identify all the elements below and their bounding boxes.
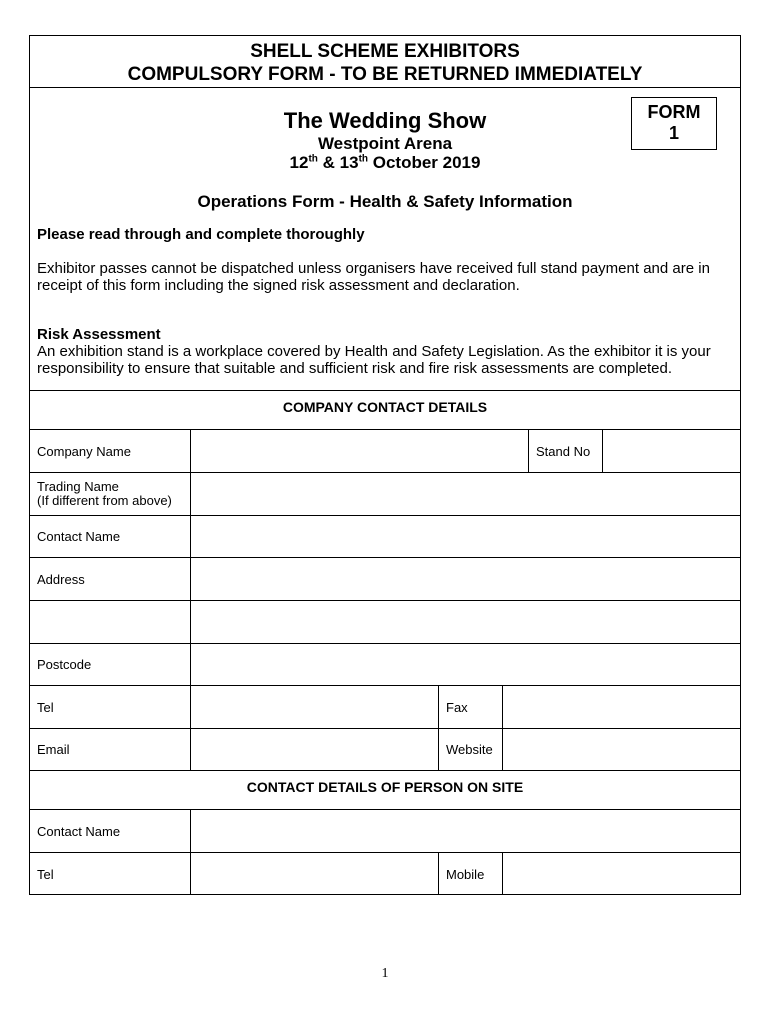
event-day-1: 12 — [289, 153, 309, 172]
email-website-row — [30, 728, 740, 770]
contact-name-row — [30, 515, 740, 557]
stand-no-label: Stand No — [528, 430, 602, 472]
address-label-blank — [30, 601, 190, 643]
fax-field[interactable] — [502, 686, 740, 728]
postcode-field[interactable] — [190, 644, 740, 685]
company-name-row — [30, 429, 740, 472]
site-tel-mobile-row — [30, 852, 740, 895]
trading-name-label — [30, 473, 190, 515]
event-date-amp: & — [317, 153, 340, 172]
company-name-field[interactable] — [190, 430, 528, 472]
trading-name-label-2: (If different from above) — [37, 493, 172, 508]
trading-name-field[interactable] — [190, 473, 740, 515]
page-number: 1 — [381, 966, 389, 981]
company-section-title: COMPANY CONTACT DETAILS — [30, 390, 740, 430]
site-contact-name-label: Contact Name — [37, 823, 121, 839]
risk-text: An exhibition stand is a workplace covered by Health and Safety Legislation. As the exhibitor it is your responsibility to ensure that suitable and sufficient risk and fire risk assessments are completed. — [37, 343, 711, 377]
event-dates — [30, 153, 740, 173]
contact-name-field[interactable] — [190, 516, 740, 557]
postcode-row — [30, 643, 740, 685]
tel-label: Tel — [37, 699, 54, 715]
risk-heading: Risk Assessment — [37, 326, 161, 343]
header-line-2: COMPULSORY FORM - TO BE RETURNED IMMEDIATELY — [127, 64, 643, 85]
site-contact-name-field[interactable] — [190, 810, 740, 852]
address-row — [30, 557, 740, 600]
email-label: Email — [37, 742, 70, 757]
address-label: Address — [37, 571, 85, 587]
site-contact-name-row — [30, 809, 740, 852]
form-header — [30, 36, 740, 88]
tel-fax-row — [30, 685, 740, 728]
instructions-text: Exhibitor passes cannot be dispatched unless organisers have received full stand payment and are in receipt of this form including the signed risk assessment and declaration. — [37, 260, 710, 294]
form-number: 1 — [668, 123, 679, 143]
contact-name-label: Contact Name — [37, 529, 121, 544]
event-day-1-suffix: th — [308, 153, 318, 165]
trading-name-label-1: Trading Name — [37, 479, 119, 494]
fax-label: Fax — [438, 686, 502, 728]
event-title: The Wedding Show — [283, 108, 487, 133]
website-label: Website — [438, 729, 502, 770]
tel-field[interactable] — [190, 686, 438, 728]
address-field-2[interactable] — [190, 601, 740, 643]
form-label: FORM — [647, 102, 701, 122]
site-mobile-field[interactable] — [502, 853, 740, 895]
company-name-label: Company Name — [37, 443, 131, 459]
header-line-1: SHELL SCHEME EXHIBITORS — [250, 41, 520, 62]
site-tel-field[interactable] — [190, 853, 438, 895]
event-venue: Westpoint Arena — [317, 134, 453, 153]
address-field[interactable] — [190, 558, 740, 600]
email-field[interactable] — [190, 729, 438, 770]
operations-title: Operations Form - Health & Safety Information — [197, 192, 573, 211]
site-tel-label: Tel — [37, 866, 54, 882]
form-frame — [29, 35, 741, 895]
site-mobile-label: Mobile — [438, 853, 502, 895]
event-day-2: 13 — [339, 153, 359, 172]
stand-no-field[interactable] — [602, 430, 740, 472]
trading-name-row — [30, 472, 740, 515]
form-number-box — [631, 97, 717, 150]
address-row-2 — [30, 600, 740, 643]
event-month-year: October 2019 — [368, 153, 481, 172]
event-day-2-suffix: th — [358, 153, 369, 165]
site-section-title: CONTACT DETAILS OF PERSON ON SITE — [30, 770, 740, 809]
postcode-label: Postcode — [37, 657, 92, 672]
website-field[interactable] — [502, 729, 740, 770]
instructions-heading: Please read through and complete thoroughly — [37, 226, 365, 243]
